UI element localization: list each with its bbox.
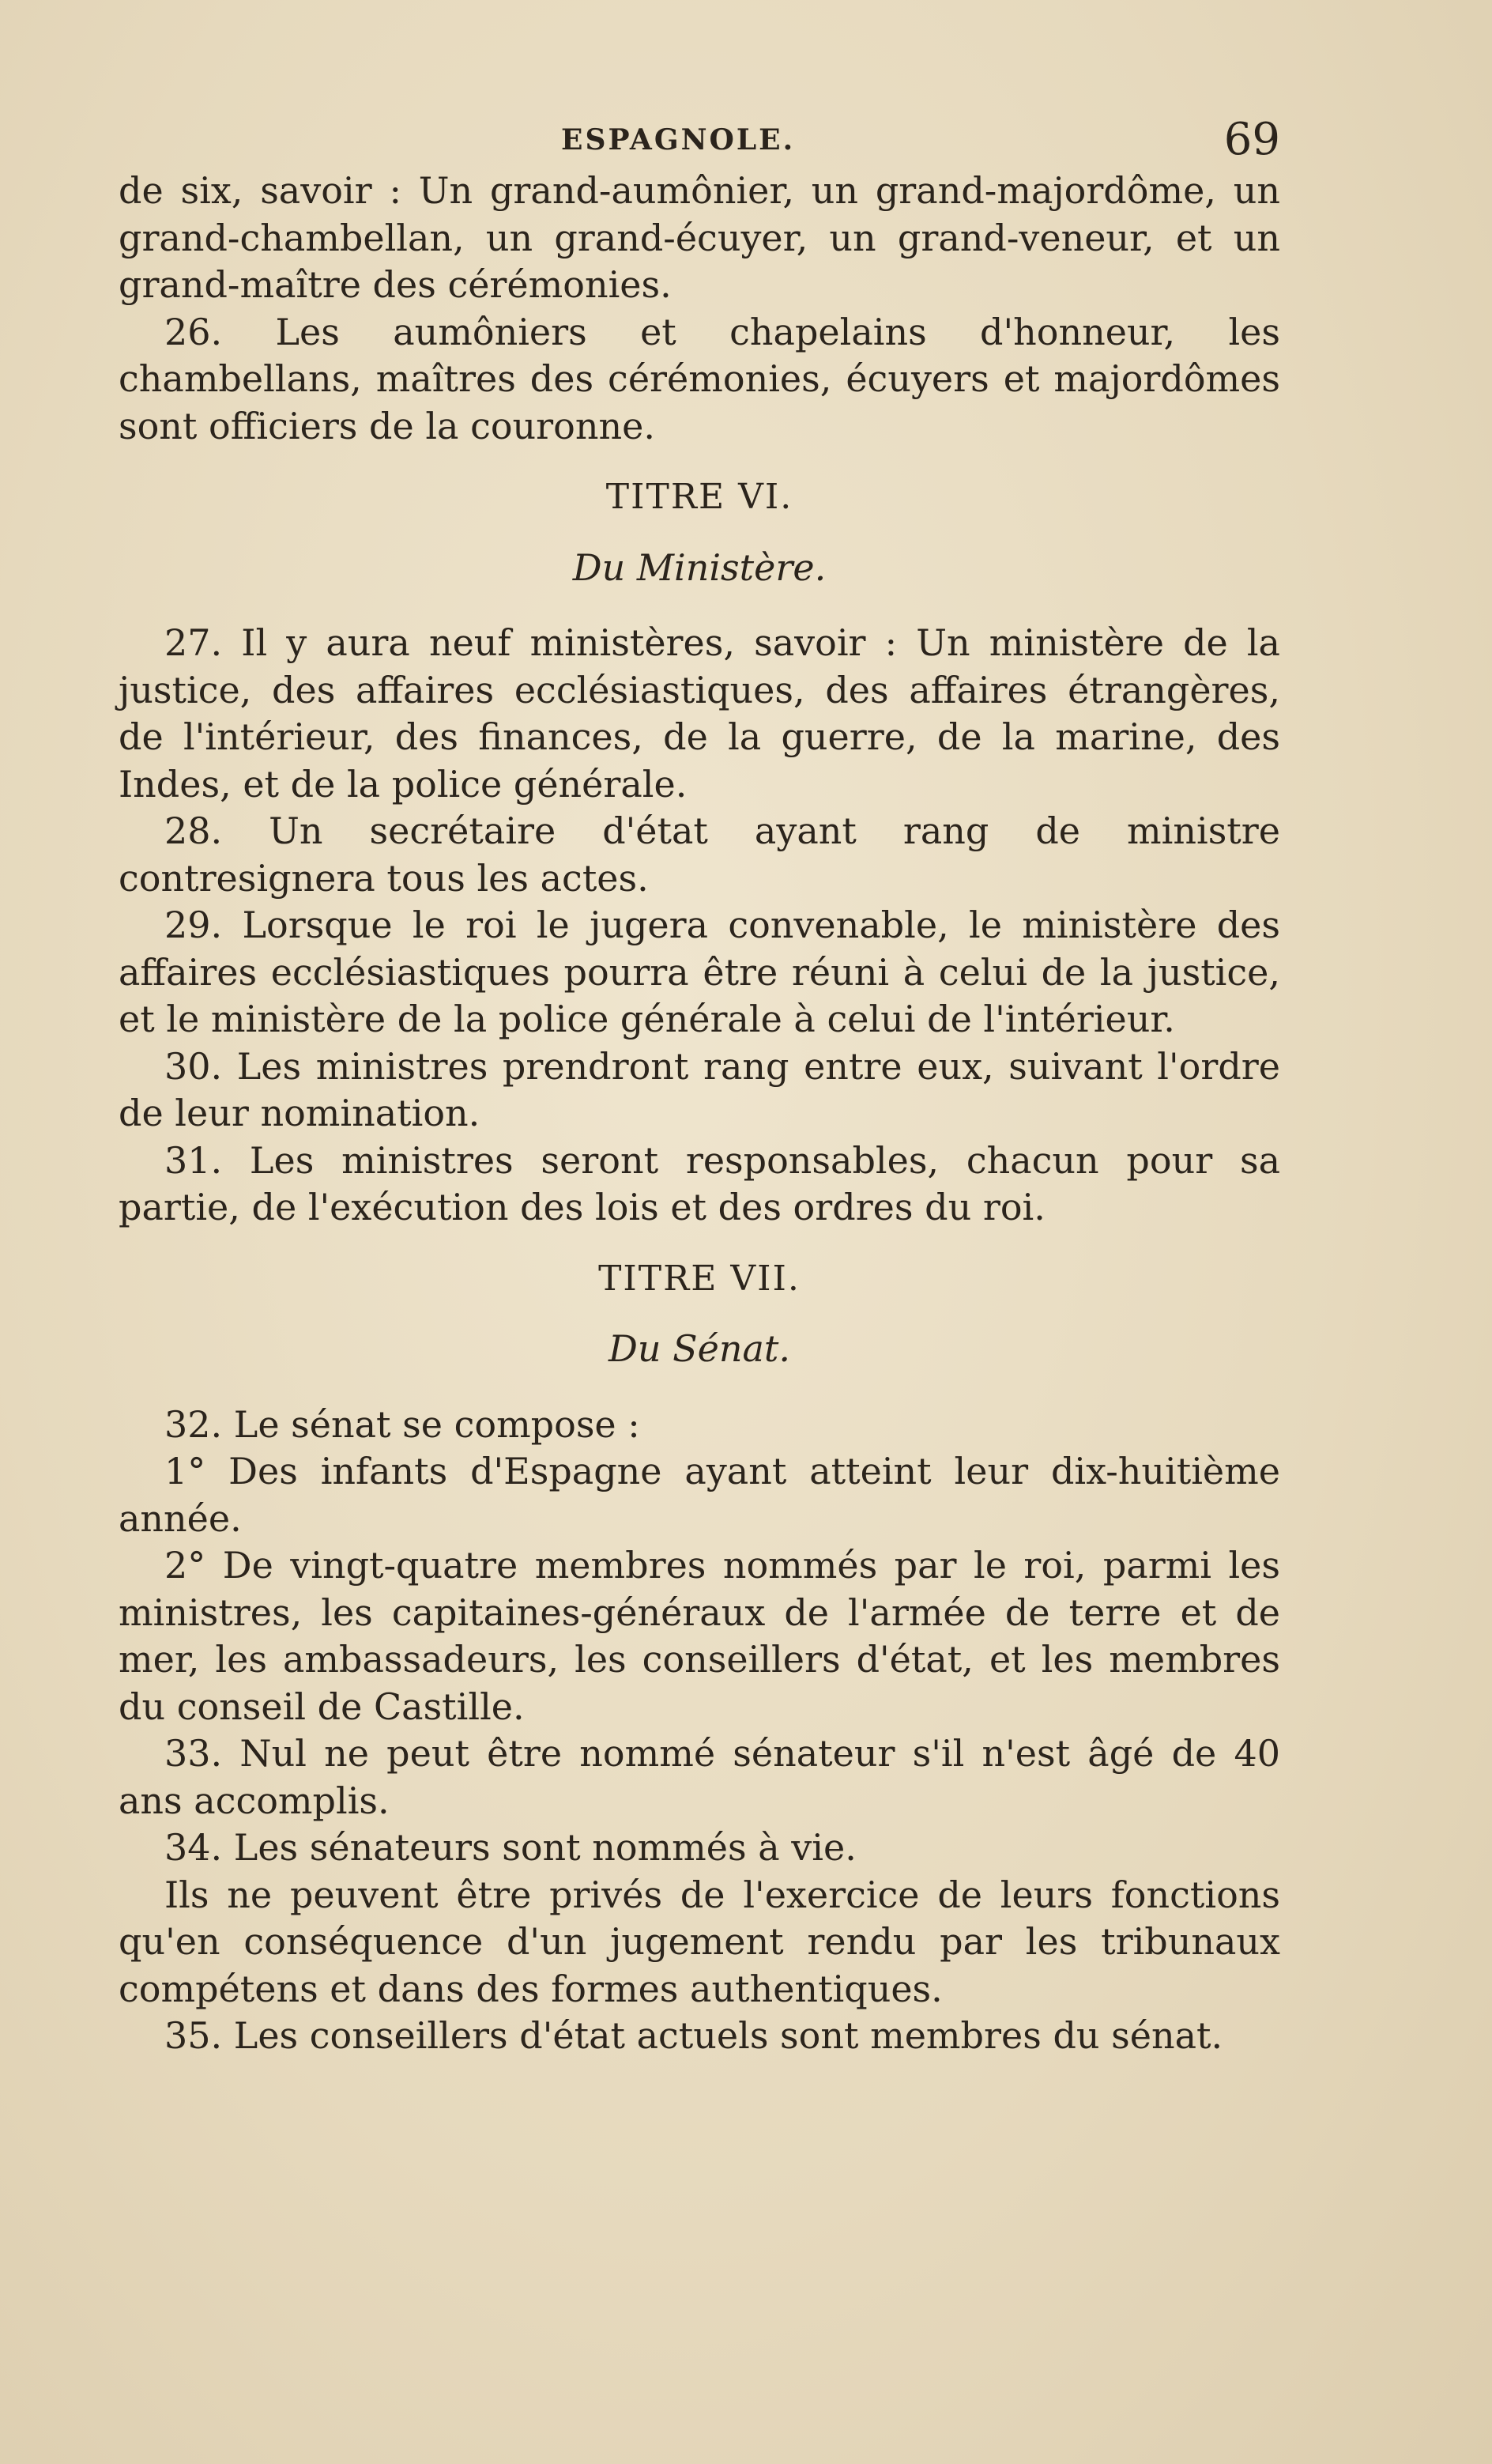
body-text [119,168,1280,2060]
page-number: 69 [1223,114,1280,165]
article-32: 32. Le sénat se compose : [164,1402,640,1446]
paragraph-continuation: de six, savoir : Un grand-aumônier, un grand-majordôme, un grand-chambellan, un grand-écuyer, un grand-veneur, et un grand-maître des cérémonies. [119,169,1280,306]
article-26: 26. Les aumôniers et chapelains d'honneur, les chambellans, maîtres des cérémonies, écuyers et majordômes sont officiers de la couronne. [119,310,1280,447]
article-29: 29. Lorsque le roi le jugera convenable, le ministère des affaires ecclésiastiques pourra être réuni à celui de la justice, et le ministère de la police générale à celui de l'intérieur. [119,904,1280,1040]
article-34-continuation: Ils ne peuvent être privés de l'exercice de leurs fonctions qu'en conséquence d'un jugement rendu par les tribunaux compétens et dans des formes authentiques. [119,1873,1280,2010]
running-title: ESPAGNOLE. [561,123,796,157]
title-vii-subheading: Du Sénat. [608,1327,791,1370]
article-33: 33. Nul ne peut être nommé sénateur s'il n'est âgé de 40 ans accomplis. [119,1732,1280,1822]
article-28: 28. Un secrétaire d'état ayant rang de ministre contresignera tous les actes. [119,809,1280,900]
article-30: 30. Les ministres prendront rang entre eux, suivant l'ordre de leur nomination. [119,1044,1280,1134]
article-32-item-1: 1° Des infants d'Espagne ayant atteint leur dix-huitième année. [119,1450,1280,1540]
article-32-item-2: 2° De vingt-quatre membres nommés par le roi, parmi les ministres, les capitaines-généraux de l'armée de terre et de mer, les ambassadeurs, les conseillers d'état, et les membres du conseil de Castille. [119,1544,1280,1728]
article-34: 34. Les sénateurs sont nommés à vie. [164,1826,857,1869]
article-31: 31. Les ministres seront responsables, chacun pour sa partie, de l'exécution des lois et des ordres du roi. [119,1138,1280,1228]
title-vii-heading: TITRE VII. [598,1258,801,1299]
page-header [119,114,1280,166]
article-27: 27. Il y aura neuf ministères, savoir : Un ministère de la justice, des affaires ecclésiastiques, des affaires étrangères, de l'intérieur, des finances, de la guerre, de la marine, des Indes, et de la police générale. [119,621,1280,806]
article-35: 35. Les conseillers d'état actuels sont membres du sénat. [164,2014,1223,2057]
title-vi-subheading: Du Ministère. [572,545,827,589]
title-vi-heading: TITRE VI. [605,477,793,517]
